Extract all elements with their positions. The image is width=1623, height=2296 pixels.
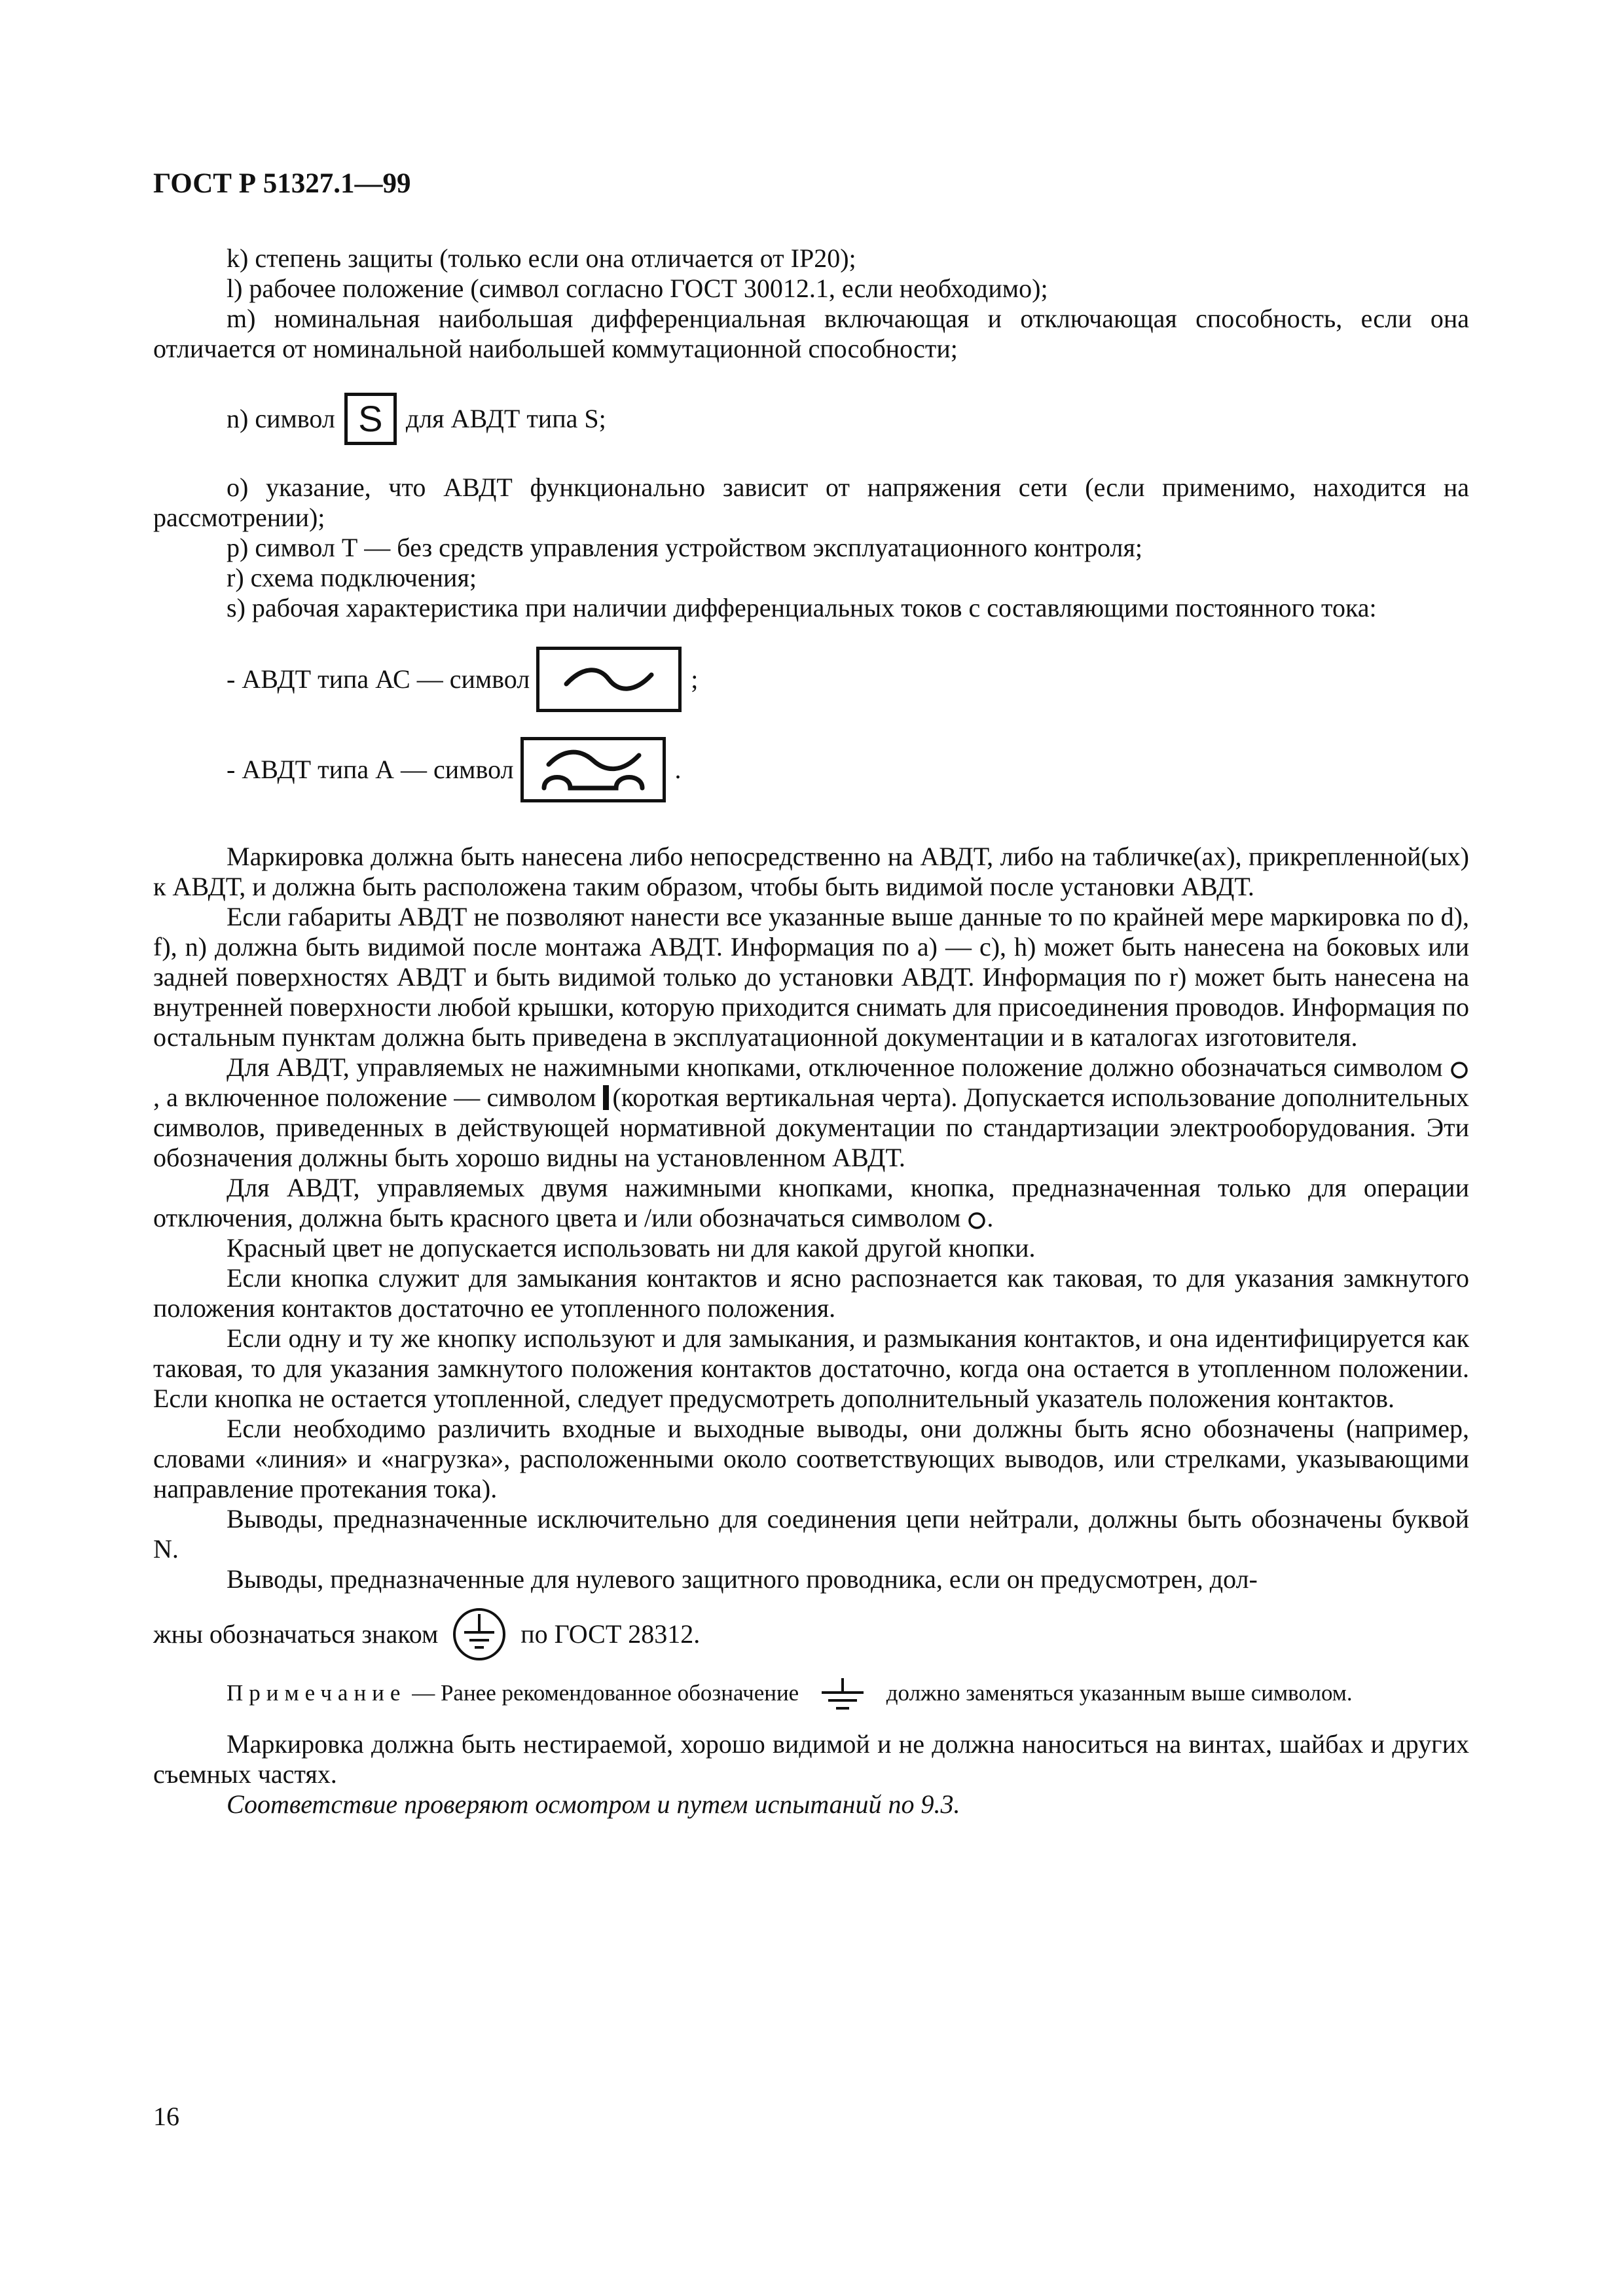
off-circle-icon [1450,1060,1469,1080]
paragraph-5: Красный цвет не допускается использовать ни для какой другой кнопки. [227,1233,1036,1263]
list-item-n-text: n) символ [227,404,335,433]
protective-earth-icon [450,1606,509,1662]
a-pulsating-icon [520,737,666,802]
paragraph-10-b: жны обозначаться знаком [153,1619,439,1649]
a-type-label: - АВДТ типа А — символ [227,755,514,784]
paragraph-1: Маркировка должна быть нанесена либо непосредственно на АВДТ, либо на табличке(ах), прикрепленной(ых) к АВДТ, и должна быть расположена таким образом, чтобы быть видимой после установки АВДТ. [153,842,1469,901]
on-bar-icon [603,1085,609,1110]
protective-earth-row [153,1606,1469,1662]
list-item-k: k) степень защиты (только если она отличается от IP20); [227,243,856,273]
paragraph-3 [153,1052,1469,1173]
s-type-symbol: S [344,393,397,445]
paragraph-3-a: Для АВДТ, управляемых не нажимными кнопками, отключенное положение должно обозначаться символом [227,1052,1443,1082]
paragraph-3-c: (короткая вертикальная черта). Допускается использование дополнительных символов, приведенных в действующей нормативной документации по стандартизации электрооборудования. Эти обозначения должны быть хорошо видны на установленном АВДТ. [153,1083,1469,1172]
paragraph-12: Соответствие проверяют осмотром и путем испытаний по 9.3. [227,1789,960,1819]
document-header: ГОСТ Р 51327.1—99 [153,168,411,199]
ac-wave-icon [536,647,682,712]
paragraph-3-b: , а включенное положение — символом [153,1083,596,1112]
a-type-row [153,737,1469,802]
note-text-b: должно заменяться указанным выше символом. [886,1680,1353,1706]
paragraph-4 [153,1173,1469,1233]
paragraph-4-a: Для АВДТ, управляемых двумя нажимными кнопками, кнопка, предназначенная только для операции отключения, должна быть красного цвета и /или обозначаться символом [153,1173,1469,1232]
list-item-o: о) указание, что АВДТ функционально зависит от напряжения сети (если применимо, находится на рассмотрении); [153,473,1469,532]
list-item-p: р) символ Т — без средств управления устройством эксплуатационного контроля; [227,533,1142,562]
ac-type-end: ; [691,664,699,694]
paragraph-11: Маркировка должна быть нестираемой, хорошо видимой и не должна наноситься на винтах, шайбах и других съемных частях. [153,1729,1469,1789]
page-number: 16 [153,2102,179,2131]
list-item-s: s) рабочая характеристика при наличии дифференциальных токов с составляющими постоянного тока: [227,593,1377,622]
note [153,1677,1469,1713]
note-text-a: — Ранее рекомендованное обозначение [412,1680,799,1706]
paragraph-10: Выводы, предназначенные для нулевого защитного проводника, если он предусмотрен, дол- [227,1564,1258,1594]
paragraph-9: Выводы, предназначенные исключительно для соединения цепи нейтрали, должны быть обозначены буквой N. [153,1504,1469,1564]
paragraph-8: Если необходимо различить входные и выходные выводы, они должны быть ясно обозначены (например, словами «линия» и «нагрузка», расположенными около соответствующих выводов, или стрелками, указывающими направление протекания тока). [153,1414,1469,1503]
ac-type-label: - АВДТ типа АС — символ [227,664,530,694]
list-item-l: l) рабочее положение (символ согласно ГОСТ 30012.1, если необходимо); [227,274,1048,303]
note-label: Примечание [227,1680,407,1706]
list-item-m: m) номинальная наибольшая дифференциальная включающая и отключающая способность, если она отличается от номинальной наибольшей коммутационной способности; [153,304,1469,363]
list-item-r: r) схема подключения; [227,563,477,592]
paragraph-7: Если одну и ту же кнопку используют и для замыкания, и размыкания контактов, и она идентифицируется как таковая, то для указания замкнутого положения контактов достаточно, когда она остается в утопленном положении. Если кнопка не остается утопленной, следует предусмотреть дополнительный указатель положения контактов. [153,1323,1469,1413]
list-item-n [153,393,1469,445]
document-body [153,243,1469,1820]
paragraph-6: Если кнопка служит для замыкания контактов и ясно распознается как таковая, то для указания замкнутого положения контактов достаточно ее утопленного положения. [153,1263,1469,1323]
paragraph-2: Если габариты АВДТ не позволяют нанести все указанные выше данные то по крайней мере маркировка по d), f), n) должна быть видимой после монтажа АВДТ. Информация по а) — с), h) может быть нанесена на боковых или задней поверхностях АВДТ и быть видимой только до установки АВДТ. Информация по r) может быть нанесена на внутренней поверхности любой крышки, которую приходится снимать для присоединения проводов. Информация по остальным пунктам должна быть приведена в эксплуатационной документации и в каталогах изготовителя. [153,902,1469,1052]
ac-type-row [153,647,1469,712]
earth-icon [816,1677,869,1713]
paragraph-4-b: . [987,1203,994,1232]
paragraph-10-c: по ГОСТ 28312. [520,1619,701,1649]
list-item-n-text-end: для АВДТ типа S; [405,404,606,433]
a-type-end: . [674,755,682,784]
off-circle-icon [967,1211,987,1230]
